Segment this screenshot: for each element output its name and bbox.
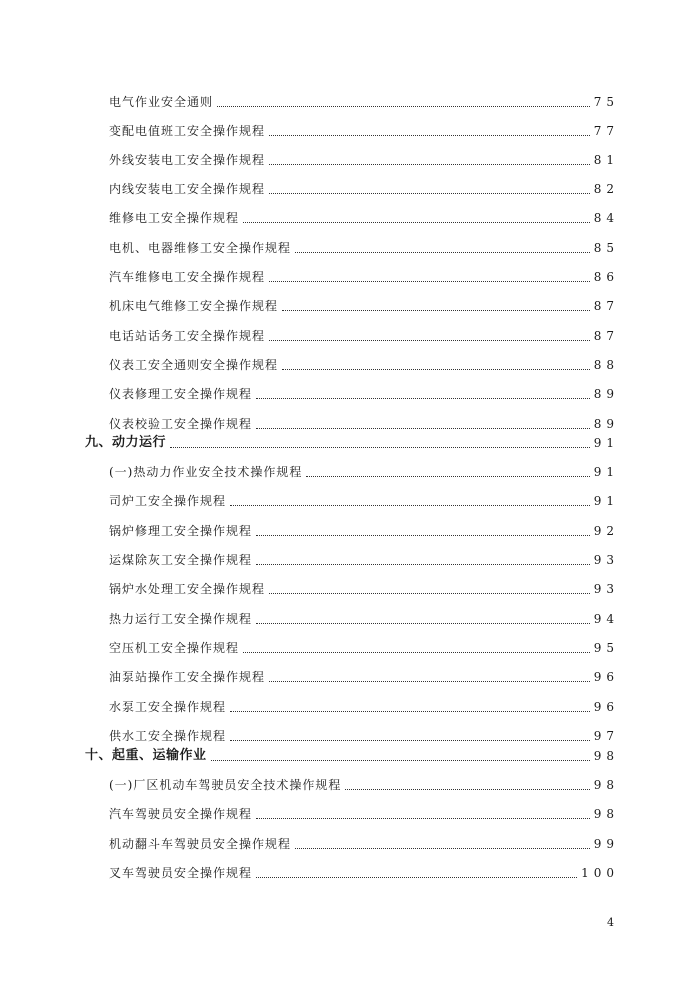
toc-entry-label: 空压机工安全操作规程: [109, 641, 240, 655]
toc-entry[interactable]: [109, 92, 619, 112]
toc-entry[interactable]: [109, 208, 619, 228]
toc-entry-label: (一)厂区机动车驾驶员安全技术操作规程: [109, 778, 342, 792]
dot-leader: [230, 710, 590, 712]
toc-entry-page: 86: [593, 270, 619, 284]
toc-entry-page: 88: [593, 358, 619, 372]
dot-leader: [269, 592, 590, 594]
toc-entry-label: 仪表修理工安全操作规程: [109, 387, 253, 401]
toc-entry-page: 82: [593, 182, 619, 196]
toc-entry-page: 84: [593, 211, 619, 225]
toc-entry-page: 98: [593, 749, 619, 763]
toc-entry-label: 水泵工安全操作规程: [109, 700, 227, 714]
toc-entry-label: 仪表校验工安全操作规程: [109, 417, 253, 431]
toc-entry-page: 98: [593, 778, 619, 792]
dot-leader: [170, 446, 590, 448]
toc-entry[interactable]: [109, 267, 619, 287]
toc-entry-page: 75: [593, 95, 619, 109]
toc-entry[interactable]: [109, 179, 619, 199]
toc-entry[interactable]: [109, 238, 619, 258]
toc-entry-page: 93: [593, 582, 619, 596]
toc-entry[interactable]: [109, 804, 619, 824]
toc-entry-page: 92: [593, 524, 619, 538]
toc-entry[interactable]: [109, 579, 619, 599]
toc-entry[interactable]: [109, 697, 619, 717]
dot-leader: [269, 134, 590, 136]
toc-entry[interactable]: [109, 326, 619, 346]
toc-entry[interactable]: [109, 638, 619, 658]
toc-entry[interactable]: [109, 462, 619, 482]
dot-leader: [243, 651, 590, 653]
dot-leader: [269, 680, 590, 682]
toc-entry-page: 91: [593, 494, 619, 508]
toc-entry-page: 89: [593, 417, 619, 431]
toc-section-heading[interactable]: [85, 433, 619, 453]
toc-entry[interactable]: [109, 150, 619, 170]
toc-entry-label: 机床电气维修工安全操作规程: [109, 299, 279, 313]
toc-entry-page: 77: [593, 124, 619, 138]
toc-entry-label: 外线安装电工安全操作规程: [109, 153, 266, 167]
dot-leader: [211, 759, 590, 761]
toc-entry[interactable]: [109, 667, 619, 687]
toc-entry-label: 锅炉水处理工安全操作规程: [109, 582, 266, 596]
toc-entry-label: 内线安装电工安全操作规程: [109, 182, 266, 196]
toc-entry-page: 91: [593, 436, 619, 450]
toc-entry[interactable]: [109, 296, 619, 316]
toc-entry-label: 汽车维修电工安全操作规程: [109, 270, 266, 284]
dot-leader: [282, 309, 590, 311]
dot-leader: [217, 105, 590, 107]
toc-entry-page: 99: [593, 837, 619, 851]
dot-leader: [256, 427, 590, 429]
toc-entry-page: 94: [593, 612, 619, 626]
dot-leader: [269, 280, 590, 282]
toc-entry-page: 91: [593, 465, 619, 479]
dot-leader: [256, 563, 590, 565]
dot-leader: [295, 847, 590, 849]
toc-entry-label: 运煤除灰工安全操作规程: [109, 553, 253, 567]
toc-entry[interactable]: [109, 521, 619, 541]
toc-entry-label: 电话站话务工安全操作规程: [109, 329, 266, 343]
toc-entry-page: 96: [593, 670, 619, 684]
toc-entry-label: 汽车驾驶员安全操作规程: [109, 807, 253, 821]
toc-section-label: 十、起重、运输作业: [85, 748, 207, 763]
toc-entry-page: 97: [593, 729, 619, 743]
toc-entry-label: 热力运行工安全操作规程: [109, 612, 253, 626]
dot-leader: [256, 534, 590, 536]
dot-leader: [295, 251, 590, 253]
dot-leader: [256, 397, 590, 399]
toc-entry-label: 仪表工安全通则安全操作规程: [109, 358, 279, 372]
toc-entry[interactable]: [109, 726, 619, 746]
toc-entry-page: 87: [593, 299, 619, 313]
dot-leader: [230, 739, 590, 741]
dot-leader: [256, 622, 590, 624]
toc-entry-label: 油泵站操作工安全操作规程: [109, 670, 266, 684]
dot-leader: [256, 817, 590, 819]
dot-leader: [269, 339, 590, 341]
toc-entry[interactable]: [109, 355, 619, 375]
toc-entry[interactable]: [109, 609, 619, 629]
toc-entry[interactable]: [109, 121, 619, 141]
toc-entry-label: 维修电工安全操作规程: [109, 211, 240, 225]
toc-entry-page: 98: [593, 807, 619, 821]
toc-entry-page: 96: [593, 700, 619, 714]
toc-entry-label: 锅炉修理工安全操作规程: [109, 524, 253, 538]
toc-entry[interactable]: [109, 834, 619, 854]
toc-entry[interactable]: [109, 491, 619, 511]
toc-section-heading[interactable]: [85, 746, 619, 766]
toc-section-label: 九、动力运行: [85, 435, 167, 450]
toc-entry-label: 供水工安全操作规程: [109, 729, 227, 743]
dot-leader: [230, 504, 590, 506]
toc-entry-label: 司炉工安全操作规程: [109, 494, 227, 508]
toc-entry-label: 电气作业安全通则: [109, 95, 214, 109]
toc-entry[interactable]: [109, 384, 619, 404]
toc-entry-page: 89: [593, 387, 619, 401]
dot-leader: [282, 368, 590, 370]
toc-entry-page: 93: [593, 553, 619, 567]
toc-entry-page: 87: [593, 329, 619, 343]
toc-entry[interactable]: [109, 414, 619, 434]
dot-leader: [256, 876, 577, 878]
page-number: 4: [607, 916, 614, 929]
dot-leader: [345, 788, 589, 790]
toc-entry[interactable]: [109, 863, 619, 883]
toc-entry-label: 电机、电器维修工安全操作规程: [109, 241, 292, 255]
toc-entry-page: 100: [581, 866, 619, 880]
toc-entry-label: 机动翻斗车驾驶员安全操作规程: [109, 837, 292, 851]
dot-leader: [306, 475, 589, 477]
dot-leader: [243, 221, 590, 223]
toc-entry-label: 变配电值班工安全操作规程: [109, 124, 266, 138]
toc-entry-page: 95: [593, 641, 619, 655]
toc-entry-page: 81: [593, 153, 619, 167]
toc-entry-label: 叉车驾驶员安全操作规程: [109, 866, 253, 880]
toc-entry[interactable]: [109, 775, 619, 795]
dot-leader: [269, 192, 590, 194]
toc-entry-page: 85: [593, 241, 619, 255]
toc-entry[interactable]: [109, 550, 619, 570]
toc-entry-label: (一)热动力作业安全技术操作规程: [109, 465, 303, 479]
dot-leader: [269, 163, 590, 165]
